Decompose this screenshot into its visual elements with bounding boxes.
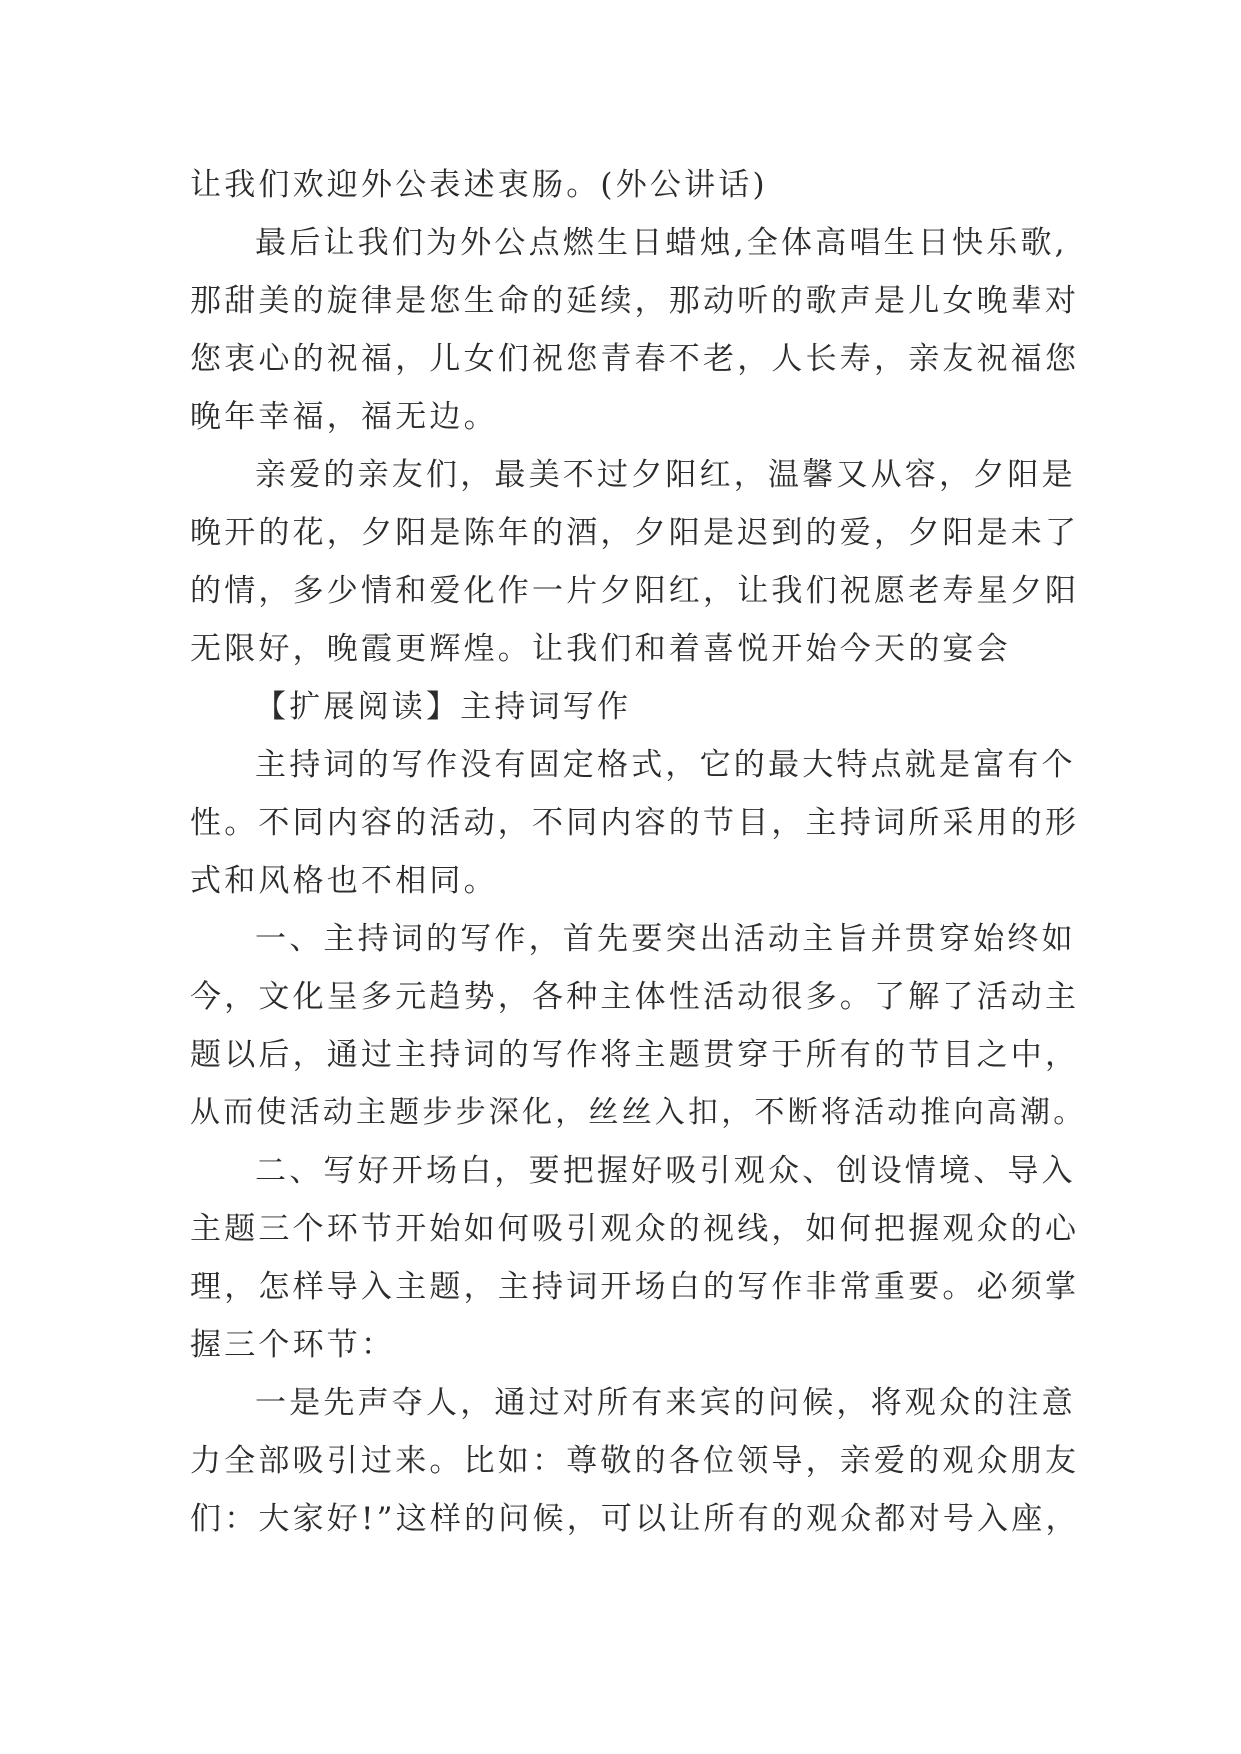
text-line: 主题三个环节开始如何吸引观众的视线，如何把握观众的心 (190, 1211, 1080, 1247)
text-line: 理，怎样导入主题，主持词开场白的写作非常重要。必须掌 (190, 1269, 1080, 1305)
text-line: 亲爱的亲友们，最美不过夕阳红，温馨又从容，夕阳是 (255, 457, 1076, 493)
text-line: 性。不同内容的活动，不同内容的节目，主持词所采用的形 (190, 805, 1080, 841)
text-line: 式和风格也不相同。 (190, 863, 498, 899)
text-line: 力全部吸引过来。比如：尊敬的各位领导，亲爱的观众朋友 (190, 1443, 1080, 1479)
text-line: 晚年幸福，福无边。 (190, 399, 498, 435)
text-line: 今，文化呈多元趋势，各种主体性活动很多。了解了活动主 (190, 979, 1080, 1015)
text-line: 让我们欢迎外公表述衷肠。(外公讲话) (190, 167, 768, 203)
text-line: 最后让我们为外公点燃生日蜡烛,全体高唱生日快乐歌, (255, 225, 1068, 261)
text-line: 题以后，通过主持词的写作将主题贯穿于所有的节目之中， (190, 1037, 1080, 1073)
text-line: 您衷心的祝福，儿女们祝您青春不老，人长寿，亲友祝福您 (190, 341, 1080, 377)
text-line: 无限好，晚霞更辉煌。让我们和着喜悦开始今天的宴会 (190, 631, 1011, 667)
text-line: 们：大家好!”这样的问候，可以让所有的观众都对号入座， (190, 1501, 1080, 1537)
text-line: 从而使活动主题步步深化，丝丝入扣，不断将活动推向高潮。 (190, 1095, 1087, 1130)
text-line: 那甜美的旋律是您生命的延续，那动听的歌声是儿女晚辈对 (190, 283, 1080, 319)
text-line: 二、写好开场白，要把握好吸引观众、创设情境、导入 (255, 1153, 1076, 1189)
section-heading: 【扩展阅读】主持词写作 (255, 689, 632, 725)
text-line: 的情，多少情和爱化作一片夕阳红，让我们祝愿老寿星夕阳 (190, 573, 1080, 609)
text-line: 握三个环节： (190, 1327, 396, 1363)
text-line: 一、主持词的写作，首先要突出活动主旨并贯穿始终如 (255, 921, 1076, 957)
text-line: 主持词的写作没有固定格式，它的最大特点就是富有个 (255, 747, 1076, 783)
text-line: 一是先声夺人，通过对所有来宾的问候，将观众的注意 (255, 1385, 1076, 1421)
text-line: 晚开的花，夕阳是陈年的酒，夕阳是迟到的爱，夕阳是未了 (190, 515, 1080, 551)
